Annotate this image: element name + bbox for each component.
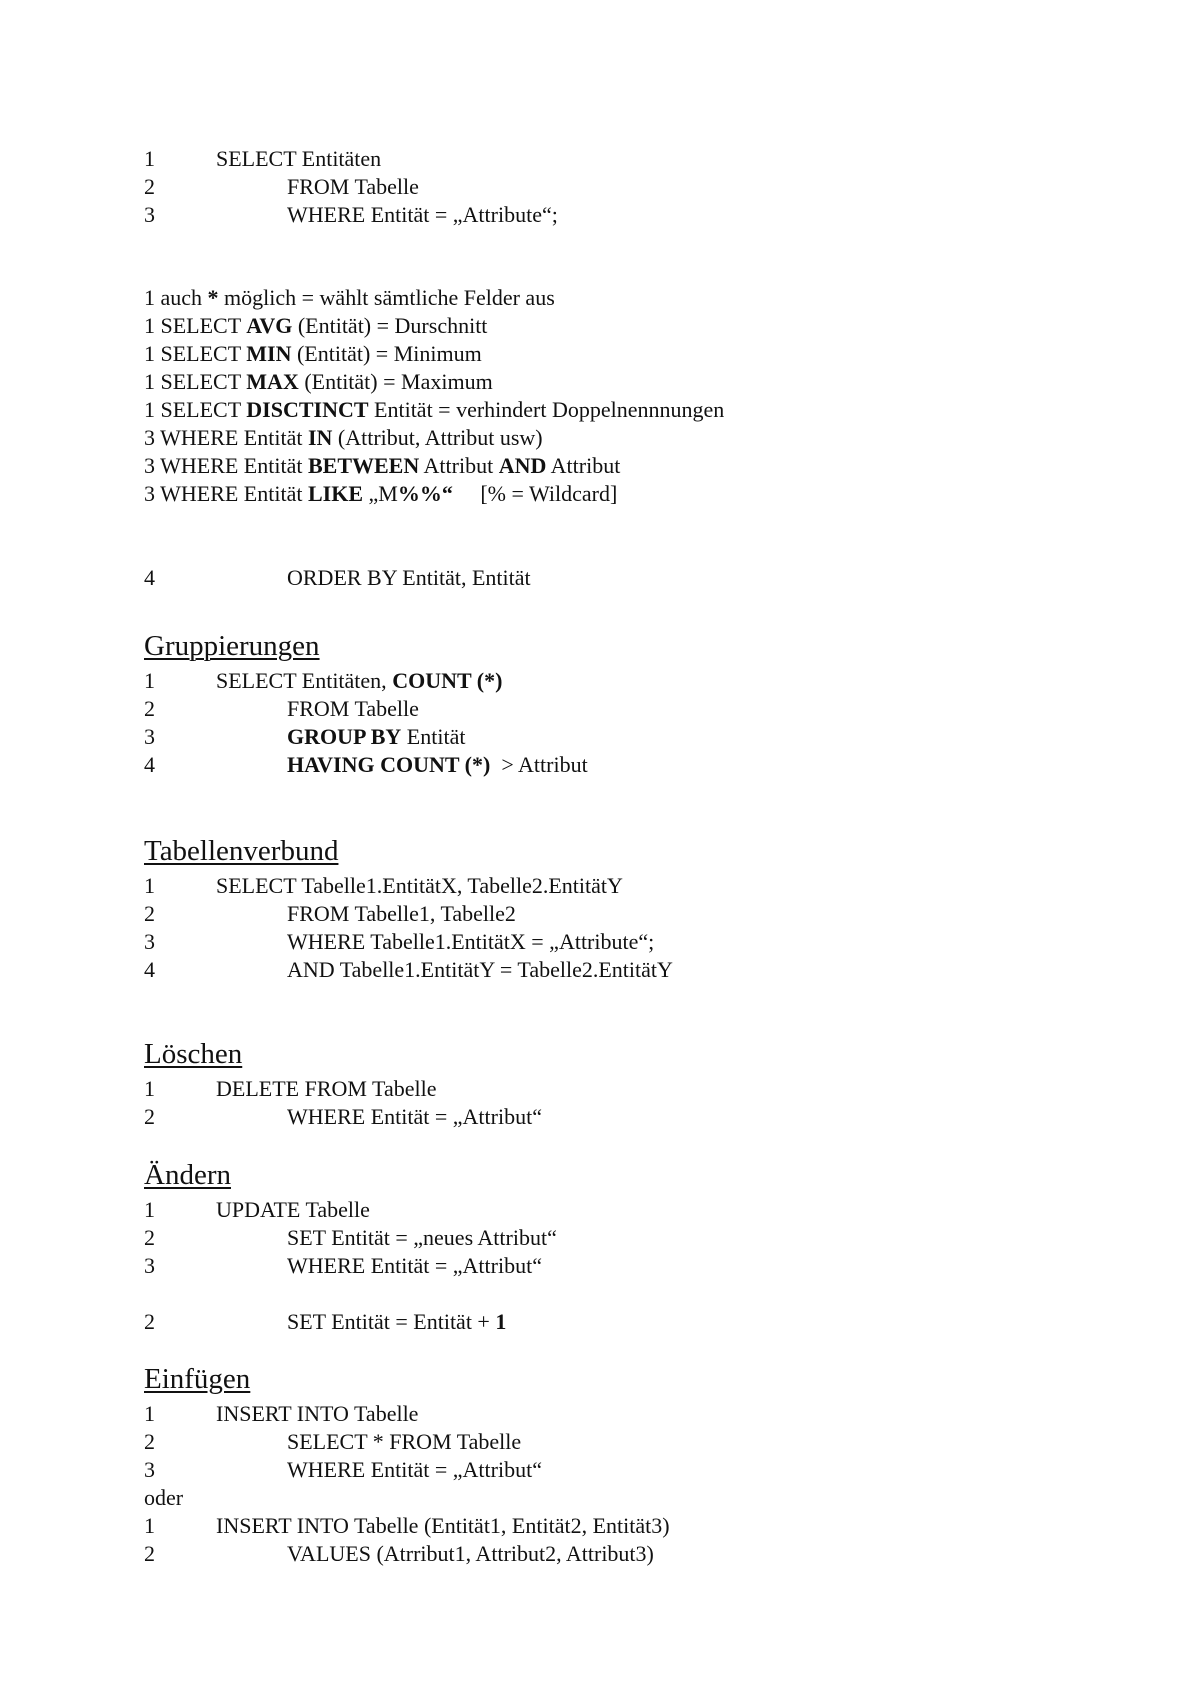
line-number: 3 xyxy=(144,202,155,227)
line-number: 1 xyxy=(144,668,155,693)
line-number: 1 xyxy=(144,1197,155,1222)
code-line: INSERT INTO Tabelle (Entität1, Entität2, Entität3) xyxy=(216,1513,670,1538)
note-line: 3 WHERE Entität IN (Attribut, Attribut usw) xyxy=(144,425,543,450)
code-line: HAVING COUNT (*) > Attribut xyxy=(287,752,588,777)
separator-text: oder xyxy=(144,1485,184,1510)
note-line: 1 auch * möglich = wählt sämtliche Felder aus xyxy=(144,285,555,310)
note-line: 3 WHERE Entität LIKE „M%%“ [% = Wildcard] xyxy=(144,481,618,506)
note-line: 1 SELECT MIN (Entität) = Minimum xyxy=(144,341,482,366)
code-line: SELECT * FROM Tabelle xyxy=(287,1429,522,1454)
line-number: 2 xyxy=(144,901,155,926)
line-number: 1 xyxy=(144,1076,155,1101)
code-line: DELETE FROM Tabelle xyxy=(216,1076,437,1101)
code-line: ORDER BY Entität, Entität xyxy=(287,565,531,590)
note-line: 3 WHERE Entität BETWEEN Attribut AND Attribut xyxy=(144,453,621,478)
line-number: 4 xyxy=(144,565,155,590)
code-line: SELECT Entitäten xyxy=(216,146,382,171)
line-number: 4 xyxy=(144,752,155,777)
line-number: 3 xyxy=(144,724,155,749)
section-heading: Ändern xyxy=(144,1159,231,1191)
code-line: SELECT Entitäten, COUNT (*) xyxy=(216,668,503,693)
line-number: 4 xyxy=(144,957,155,982)
code-line: WHERE Entität = „Attribut“ xyxy=(287,1253,542,1278)
note-line: 1 SELECT DISCTINCT Entität = verhindert Doppelnennnungen xyxy=(144,397,725,422)
line-number: 2 xyxy=(144,1541,155,1566)
code-line: AND Tabelle1.EntitätY = Tabelle2.EntitätY xyxy=(287,957,673,982)
section-heading: Gruppierungen xyxy=(144,630,320,662)
note-line: 1 SELECT AVG (Entität) = Durschnitt xyxy=(144,313,488,338)
line-number: 3 xyxy=(144,929,155,954)
line-number: 1 xyxy=(144,1401,155,1426)
code-line: GROUP BY Entität xyxy=(287,724,466,749)
line-number: 2 xyxy=(144,1429,155,1454)
line-number: 3 xyxy=(144,1253,155,1278)
line-number: 2 xyxy=(144,174,155,199)
line-number: 3 xyxy=(144,1457,155,1482)
section-heading: Löschen xyxy=(144,1038,243,1070)
note-line: 1 SELECT MAX (Entität) = Maximum xyxy=(144,369,493,394)
code-line: INSERT INTO Tabelle xyxy=(216,1401,419,1426)
line-number: 2 xyxy=(144,1225,155,1250)
code-line: VALUES (Atrribut1, Attribut2, Attribut3) xyxy=(287,1541,654,1566)
code-line: WHERE Tabelle1.EntitätX = „Attribute“; xyxy=(287,929,655,954)
code-line: SELECT Tabelle1.EntitätX, Tabelle2.EntitätY xyxy=(216,873,623,898)
line-number: 2 xyxy=(144,1104,155,1129)
code-line: SET Entität = Entität + 1 xyxy=(287,1309,507,1334)
code-line: WHERE Entität = „Attribut“ xyxy=(287,1457,542,1482)
section-heading: Einfügen xyxy=(144,1363,251,1395)
code-line: FROM Tabelle xyxy=(287,696,419,721)
line-number: 1 xyxy=(144,1513,155,1538)
code-line: SET Entität = „neues Attribut“ xyxy=(287,1225,557,1250)
code-line: WHERE Entität = „Attribut“ xyxy=(287,1104,542,1129)
section-heading: Tabellenverbund xyxy=(144,835,339,867)
line-number: 2 xyxy=(144,696,155,721)
code-line: FROM Tabelle1, Tabelle2 xyxy=(287,901,516,926)
code-line: UPDATE Tabelle xyxy=(216,1197,370,1222)
code-line: WHERE Entität = „Attribute“; xyxy=(287,202,558,227)
code-line: FROM Tabelle xyxy=(287,174,419,199)
line-number: 1 xyxy=(144,146,155,171)
line-number: 1 xyxy=(144,873,155,898)
line-number: 2 xyxy=(144,1309,155,1334)
